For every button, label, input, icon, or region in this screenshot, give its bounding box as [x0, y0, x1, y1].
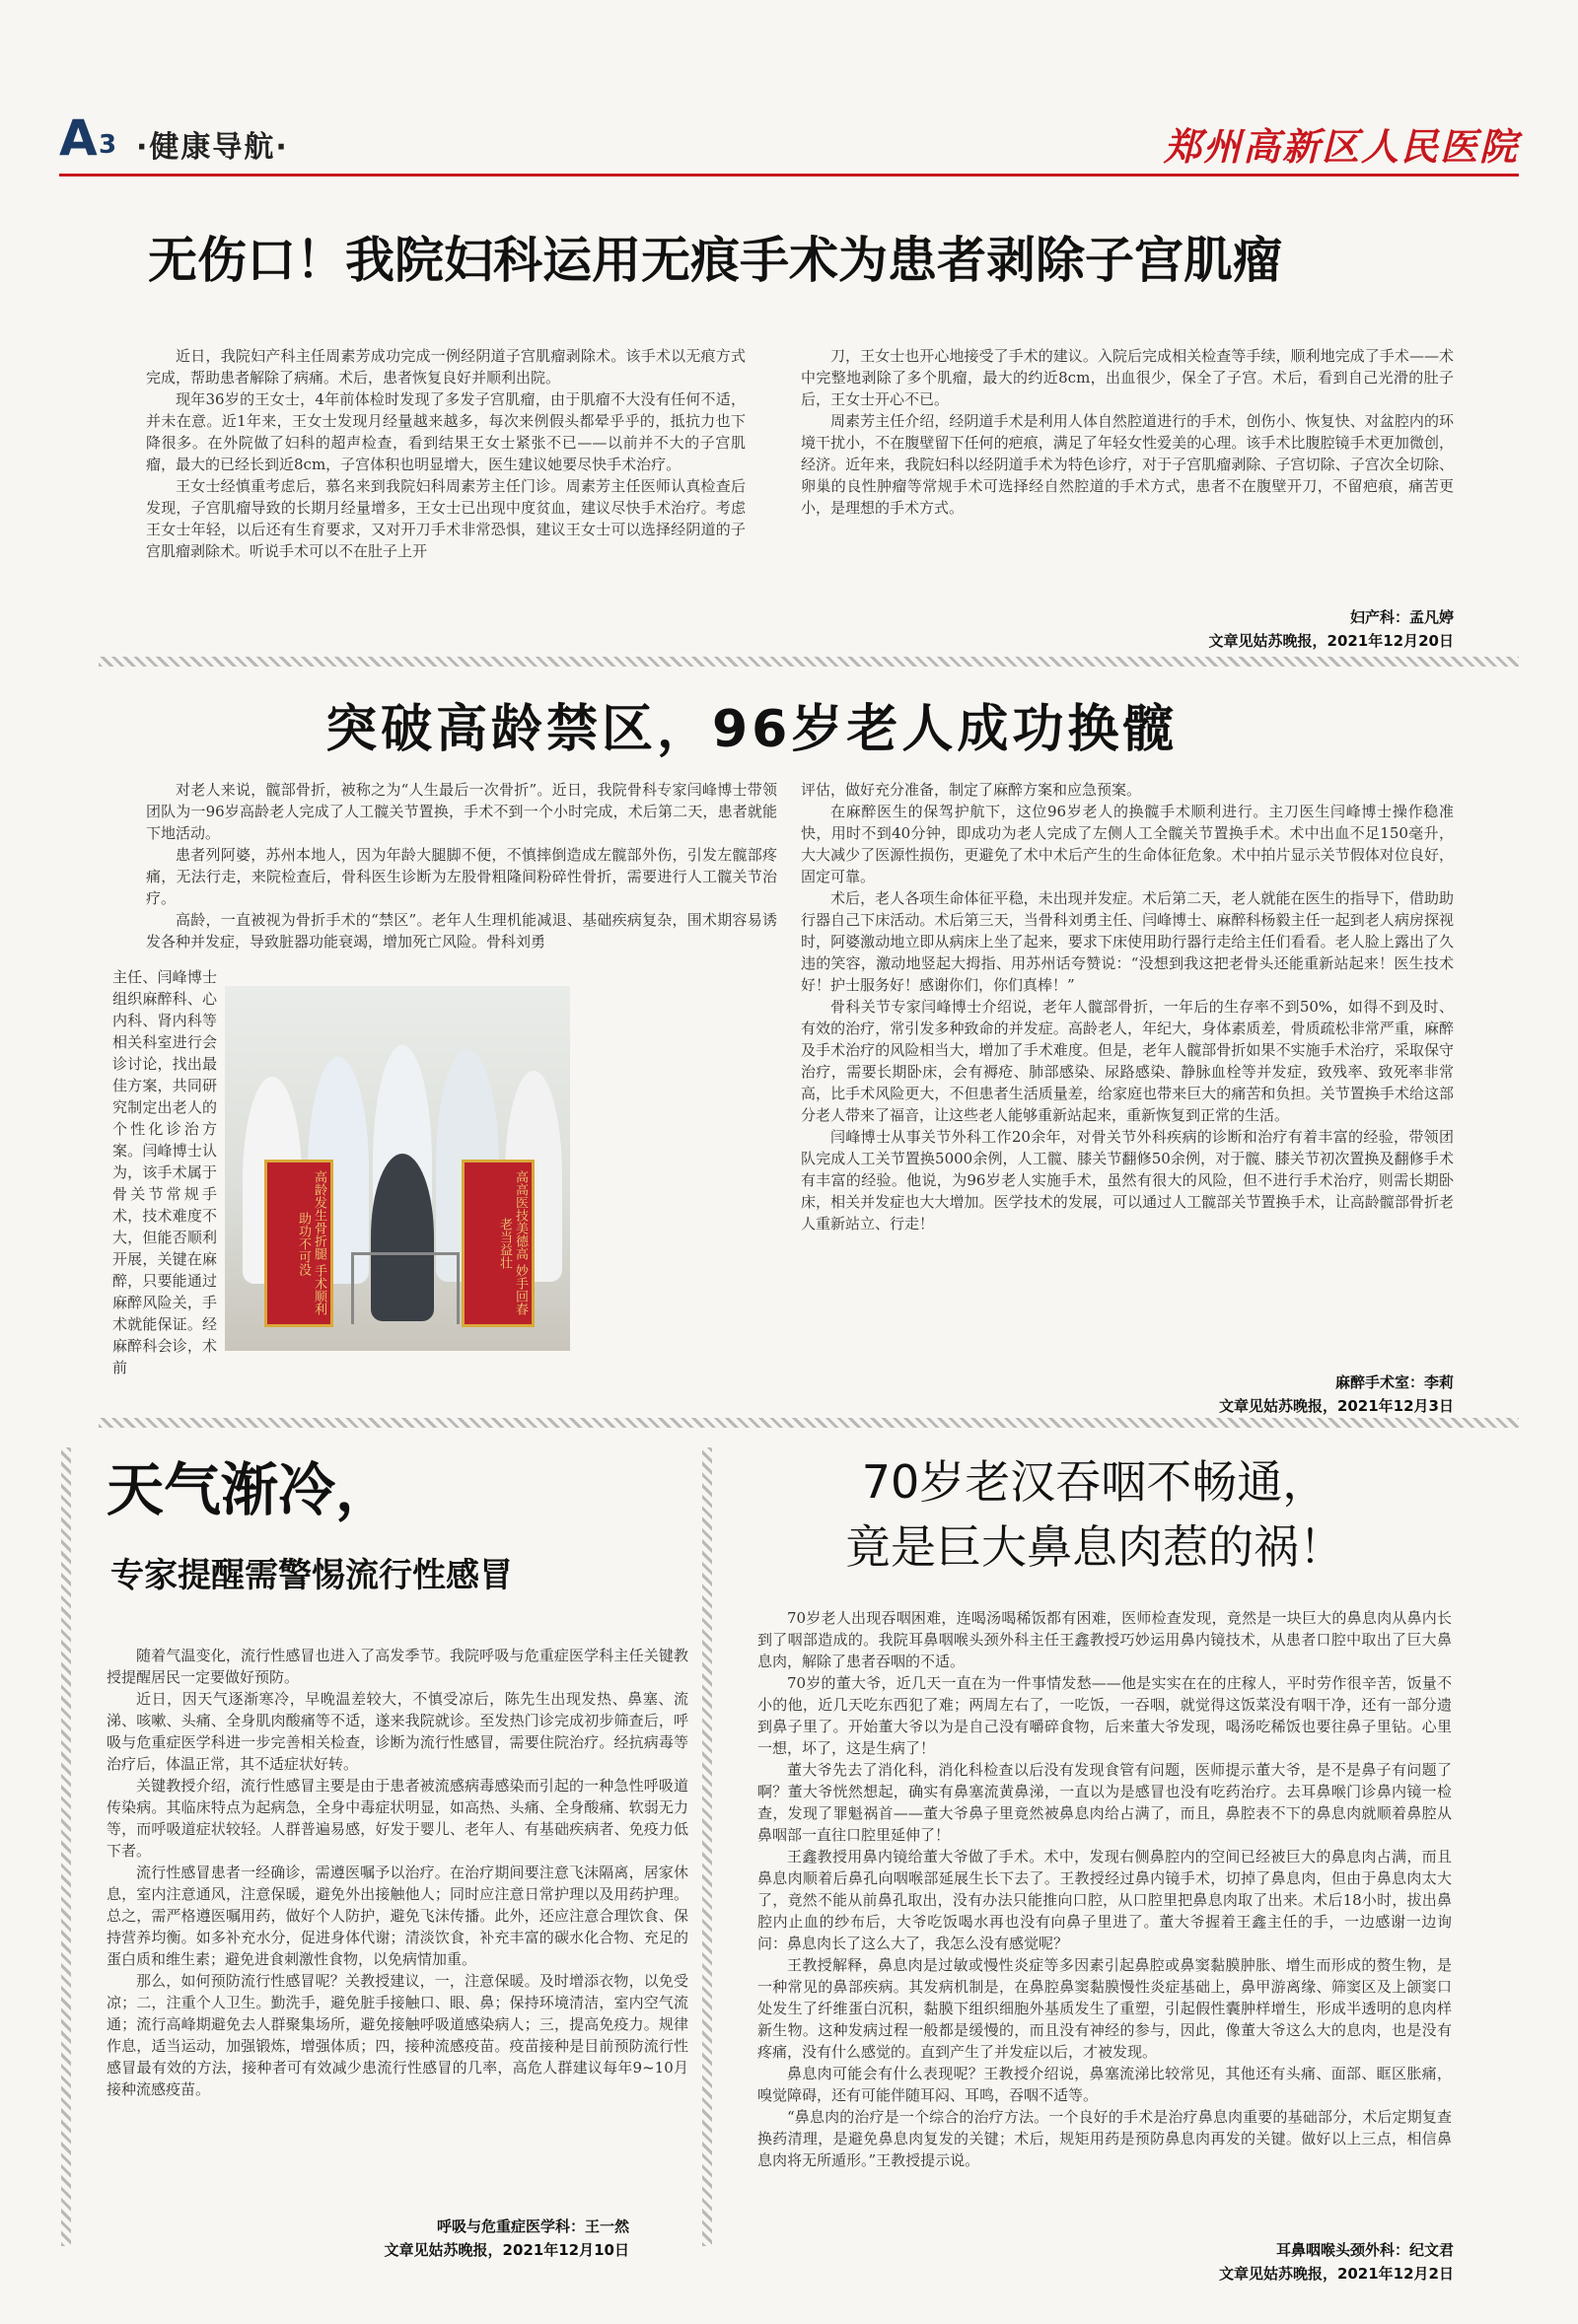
banner-text: 妙手回春老当益壮	[497, 1218, 528, 1316]
section-title: ·健康导航·	[136, 130, 289, 165]
paragraph: 患者列阿婆，苏州本地人，因为年龄大腿脚不便，不慎摔倒造成左髋部外伤，引发左髋部疼痛，无法行走，来院检查后，骨科医生诊断为左股骨粗隆间粉碎性骨折，需要进行人工髋关节治疗。	[146, 846, 777, 907]
article1-col2	[801, 345, 1454, 519]
article2-intro	[146, 779, 777, 952]
article1-signature	[888, 605, 1454, 653]
paragraph: 董大爷先去了消化科，消化科检查以后没有发现食管有问题，医师提示董大爷，是不是鼻子有问题了啊？董大爷恍然想起，确实有鼻塞流黄鼻涕，一直以为是感冒也没有吃药治疗。去耳鼻喉门诊鼻内镜一检查，发现了罪魁祸首——董大爷鼻子里竟然被鼻息肉给占满了，而且，鼻腔表不下的鼻息肉就顺着鼻腔从鼻咽部一直往口腔里延伸了！	[757, 1761, 1452, 1844]
source-line: 文章见姑苏晚报，2021年12月3日	[1218, 1397, 1454, 1415]
paragraph: 关键教授介绍，流行性感冒主要是由于患者被流感病毒感染而引起的一种急性呼吸道传染病。其临床特点为起病急，全身中毒症状明显，如高热、头痛、全身酸痛、软弱无力等，而呼吸道症状较轻。人群普遍易感，好发于婴儿、老年人、有基础疾病者、免疫力低下者。	[107, 1777, 688, 1860]
doctors-photo	[225, 986, 570, 1351]
article2-right-col	[801, 779, 1454, 1234]
article3-body	[107, 1645, 688, 2100]
paragraph: 刀，王女士也开心地接受了手术的建议。入院后完成相关检查等手续，顺利地完成了手术——术中完整地剥除了多个肌瘤，最大的约近8cm，出血很少，保全了子宫。术后，看到自己光滑的肚子后，王女士开心不已。	[801, 347, 1454, 408]
article2-narrow-col	[112, 966, 217, 1378]
paragraph: 王女士经慎重考虑后，慕名来到我院妇科周素芳主任门诊。周素芳主任医师认真检查后发现，子宫肌瘤导致的长期月经量增多，王女士已出现中度贫血，建议尽快手术治疗。考虑王女士年轻，以后还有生育要求，又对开刀手术非常恐惧，建议王女士可以选择经阴道的子宫肌瘤剥除术。听说手术可以不在肚子上开	[146, 477, 746, 560]
paragraph: 70岁的董大爷，近几天一直在为一件事情发愁——他是实实在在的庄稼人，平时劳作很辛苦，饭量不小的他，近几天吃东西犯了难；两周左右了，一吃饭，一吞咽，就觉得这饭菜没有咽干净，还有一部分遗到鼻子里了。开始董大爷以为是自己没有嚼碎食物，后来董大爷发现，喝汤吃稀饭也要往鼻子里钻。心里一想，坏了，这是生病了！	[757, 1674, 1452, 1757]
paragraph: 70岁老人出现吞咽困难，连喝汤喝稀饭都有困难，医师检查发现，竟然是一块巨大的鼻息肉从鼻内长到了咽部造成的。我院耳鼻咽喉头颈外科主任王鑫教授巧妙运用鼻内镜技术，从患者口腔中取出了巨大鼻息肉，解除了患者吞咽的不适。	[757, 1609, 1452, 1670]
source-line: 文章见姑苏晚报，2021年12月2日	[1218, 2265, 1454, 2283]
paragraph: 术后，老人各项生命体征平稳，未出现并发症。术后第二天，老人就能在医生的指导下，借助助行器自己下床活动。术后第三天，当骨科刘勇主任、闫峰博士、麻醉科杨毅主任一起到老人病房探视时，阿婆激动地立即从病床上坐了起来，要求下床使用助行器行走给主任们看看。老人脸上露出了久违的笑容，激动地竖起大拇指、用苏州话夸赞说：“没想到我这把老骨头还能重新站起来！医生技术好！护士服务好！感谢你们，你们真棒！”	[801, 889, 1454, 994]
title-line: 竟是巨大鼻息肉惹的祸！	[845, 1520, 1344, 1574]
paragraph: 近日，我院妇产科主任周素芳成功完成一例经阴道子宫肌瘤剥除术。该手术以无痕方式完成，帮助患者解除了病痛。术后，患者恢复良好并顺利出院。	[146, 347, 746, 387]
walker-frame	[351, 1252, 460, 1324]
paragraph: 高龄，一直被视为骨折手术的“禁区”。老年人生理机能减退、基础疾病复杂，围术期容易诱发各种并发症，导致脏器功能衰竭，增加死亡风险。骨科刘勇	[146, 911, 777, 951]
banner-left	[264, 1160, 333, 1327]
paragraph: 主任、闫峰博士组织麻醉科、心内科、肾内科等相关科室进行会诊讨论，找出最佳方案，共同研究制定出老人的个性化诊治方案。闫峰博士认为，该手术属于骨关节常规手术，技术难度不大，但能否顺利开展，关键在麻醉，只要能通过麻醉风险关，手术就能保证。经麻醉科会诊，术前	[112, 968, 217, 1376]
paragraph: 周素芳主任介绍，经阴道手术是利用人体自然腔道进行的手术，创伤小、恢复快、对盆腔内的环境干扰小，不在腹壁留下任何的疤痕，满足了年轻女性爱美的心理。该手术比腹腔镜手术更加微创，经济。近年来，我院妇科以经阴道手术为特色诊疗，对于子宫肌瘤剥除、子宫切除、子宫次全切除、卵巢的良性肿瘤等常规手术可选择经自然腔道的手术方式，患者不在腹壁开刀，不留疤痕，痛苦更小，是理想的手术方式。	[801, 412, 1454, 517]
article1-title: 无伤口！我院妇科运用无痕手术为患者剥除子宫肌瘤	[148, 232, 1282, 289]
author-line: 耳鼻咽喉头颈外科：纪文君	[1275, 2241, 1454, 2259]
author-line: 麻醉手术室：李莉	[1334, 1373, 1454, 1391]
author-line: 呼吸与危重症医学科：王一然	[436, 2218, 629, 2235]
article2-signature	[888, 1371, 1454, 1418]
article4-signature	[888, 2238, 1454, 2286]
frame-right	[702, 1447, 712, 2246]
article3-title: 天气渐冷，	[107, 1456, 394, 1523]
masthead-rule	[59, 174, 1519, 176]
article4-body	[757, 1607, 1452, 2171]
divider	[99, 657, 1519, 667]
paragraph: 现年36岁的王女士，4年前体检时发现了多发子宫肌瘤，由于肌瘤不大没有任何不适，并未在意。近1年来，王女士发现月经量越来越多，每次来例假头都晕乎乎的，抵抗力也下降很多。在外院做了妇科的超声检查，看到结果王女士紧张不已——以前并不大的子宫肌瘤，最大的已经长到近8cm，子宫体积也明显增大，医生建议她要尽快手术治疗。	[146, 390, 746, 473]
banner-text: 高龄发生骨折腿	[312, 1170, 326, 1261]
article3-subtitle: 专家提醒需警惕流行性感冒	[110, 1556, 513, 1595]
paragraph: 随着气温变化，流行性感冒也进入了高发季节。我院呼吸与危重症医学科主任关键教授提醒居民一定要做好预防。	[107, 1647, 688, 1686]
paragraph: “鼻息肉的治疗是一个综合的治疗方法。一个良好的手术是治疗鼻息肉重要的基础部分，术后定期复查换药清理，是避免鼻息肉复发的关键；术后，规矩用药是预防鼻息肉再发的关键。做好以上三点，相信鼻息肉将无所遁形。”王教授提示说。	[757, 2108, 1452, 2169]
paragraph: 在麻醉医生的保驾护航下，这位96岁老人的换髋手术顺利进行。主刀医生闫峰博士操作稳准快，用时不到40分钟，即成功为老人完成了左侧人工全髋关节置换手术。术中出血不足150毫升，大大减少了医源性损伤，更避免了术中术后产生的生命体征危象。术中拍片显示关节假体对位良好，固定可靠。	[801, 803, 1454, 885]
author-line: 妇产科：孟凡婷	[1349, 608, 1454, 626]
source-line: 文章见姑苏晚报，2021年12月10日	[384, 2241, 629, 2259]
page-number: 3	[99, 130, 117, 160]
paragraph: 流行性感冒患者一经确诊，需遵医嘱予以治疗。在治疗期间要注意飞沫隔离，居家休息，室内注意通风，注意保暖，避免外出接触他人；同时应注意日常护理以及用药护理。总之，需严格遵医嘱用药，做好个人防护，避免飞沫传播。此外，还应注意合理饮食、保持营养均衡。如多补充水分，促进身体代谢；清淡饮食，补充丰富的碳水化合物、充足的蛋白质和维生素；避免进食刺激性食物，以免病情加重。	[107, 1864, 688, 1968]
article3-signature	[107, 2215, 629, 2262]
paragraph: 鼻息肉可能会有什么表现呢？王教授介绍说，鼻塞流涕比较常见，其他还有头痛、面部、眶区胀痛，嗅觉障碍，还有可能伴随耳闷、耳鸣，吞咽不适等。	[757, 2065, 1452, 2104]
banner-text: 手术顺利助功不可没	[296, 1211, 326, 1316]
banner-text: 高高医技美德高	[513, 1170, 528, 1261]
source-line: 文章见姑苏晚报，2021年12月20日	[1208, 632, 1454, 650]
divider	[99, 1418, 1519, 1428]
banner-right	[462, 1160, 535, 1327]
paragraph: 对老人来说，髋部骨折，被称之为“人生最后一次骨折”。近日，我院骨科专家闫峰博士带领团队为一96岁高龄老人完成了人工髋关节置换，手术不到一个小时完成，术后第二天，患者就能下地活动。	[146, 781, 777, 842]
paragraph: 王教授解释，鼻息肉是过敏或慢性炎症等多因素引起鼻腔或鼻窦黏膜肿胀、增生而形成的赘生物，是一种常见的鼻部疾病。其发病机制是，在鼻腔鼻窦黏膜慢性炎症基础上，鼻甲游离缘、筛窦区及上颌窦口处发生了纤维蛋白沉积，黏膜下组织细胞外基质发生了重塑，引起假性囊肿样增生，形成半透明的息肉样新生物。这种发病过程一般都是缓慢的，而且没有神经的参与，因此，像董大爷这么大的息肉，也是没有疼痛，没有什么感觉的。直到产生了并发症以后，才被发现。	[757, 1956, 1452, 2061]
article4-title	[750, 1449, 1440, 1580]
paragraph: 闫峰博士从事关节外科工作20余年，对骨关节外科疾病的诊断和治疗有着丰富的经验，带领团队完成人工关节置换5000余例，人工髋、膝关节翻修50余例，对于髋、膝关节初次置换及翻修手术有丰富的经验。他说，为96岁老人实施手术，虽然有很大的风险，但不进行手术治疗，则需长期卧床，相关并发症也大大增加。医学技术的发展，可以通过人工髋部关节置换手术，让高龄髋部骨折老人重新站立、行走！	[801, 1128, 1454, 1232]
title-line: 70岁老汉吞咽不畅通，	[861, 1455, 1328, 1509]
paragraph: 骨科关节专家闫峰博士介绍说，老年人髋部骨折，一年后的生存率不到50%，如得不到及时、有效的治疗，常引发多种致命的并发症。高龄老人，年纪大，身体素质差，骨质疏松非常严重，麻醉及手术治疗的风险相当大，增加了手术难度。但是，老年人髋部骨折如果不实施手术治疗，采取保守治疗，需要长期卧床，会有褥疮、肺部感染、尿路感染、静脉血栓等并发症，致残率、致死率非常高，比手术风险更大，不但患者生活质量差，给家庭也带来巨大的痛苦和负担。关节置换手术给这部分老人带来了福音，让这些老人能够重新站起来，重新恢复到正常的生活。	[801, 998, 1454, 1124]
hospital-logo-text: 郑州高新区人民医院	[1163, 124, 1519, 169]
page-letter: A	[59, 109, 98, 167]
frame-left	[61, 1447, 71, 2246]
paragraph: 王鑫教授用鼻内镜给董大爷做了手术。术中，发现右侧鼻腔内的空间已经被巨大的鼻息肉占满，而且鼻息肉顺着后鼻孔向咽喉部延展生长下去了。王教授经过鼻内镜手术，切掉了鼻息肉，但由于鼻息肉太大了，竟然不能从前鼻孔取出，没有办法只能推向口腔，从口腔里把鼻息肉取了出来。术后18小时，拔出鼻腔内止血的纱布后，大爷吃饭喝水再也没有向鼻子里进了。董大爷握着王鑫主任的手，一边感谢一边询问：鼻息肉长了这么大了，我怎么没有感觉呢？	[757, 1848, 1452, 1952]
paragraph: 近日，因天气逐渐寒冷，早晚温差较大，不慎受凉后，陈先生出现发热、鼻塞、流涕、咳嗽、头痛、全身肌肉酸痛等不适，遂来我院就诊。至发热门诊完成初步筛查后，呼吸与危重症医学科进一步完善相关检查，诊断为流行性感冒，需要住院治疗。经抗病毒等治疗后，体温正常，其不适症状好转。	[107, 1690, 688, 1773]
article1-col1	[146, 345, 746, 562]
article2-title: 突破高龄禁区，96岁老人成功换髋	[325, 700, 1179, 759]
paragraph: 那么，如何预防流行性感冒呢？关教授建议，一，注意保暖。及时增添衣物，以免受凉；二，注重个人卫生。勤洗手，避免脏手接触口、眼、鼻；保持环境清洁，室内空气流通；流行高峰期避免去人群聚集场所，避免接触呼吸道感染病人；三，提高免疫力。规律作息，适当运动，加强锻炼，增强体质；四，接种流感疫苗。疫苗接种是目前预防流行性感冒最有效的方法，接种者可有效减少患流行性感冒的几率，高危人群建议每年9~10月接种流感疫苗。	[107, 1972, 688, 2098]
paragraph: 评估，做好充分准备，制定了麻醉方案和应急预案。	[801, 781, 1142, 799]
